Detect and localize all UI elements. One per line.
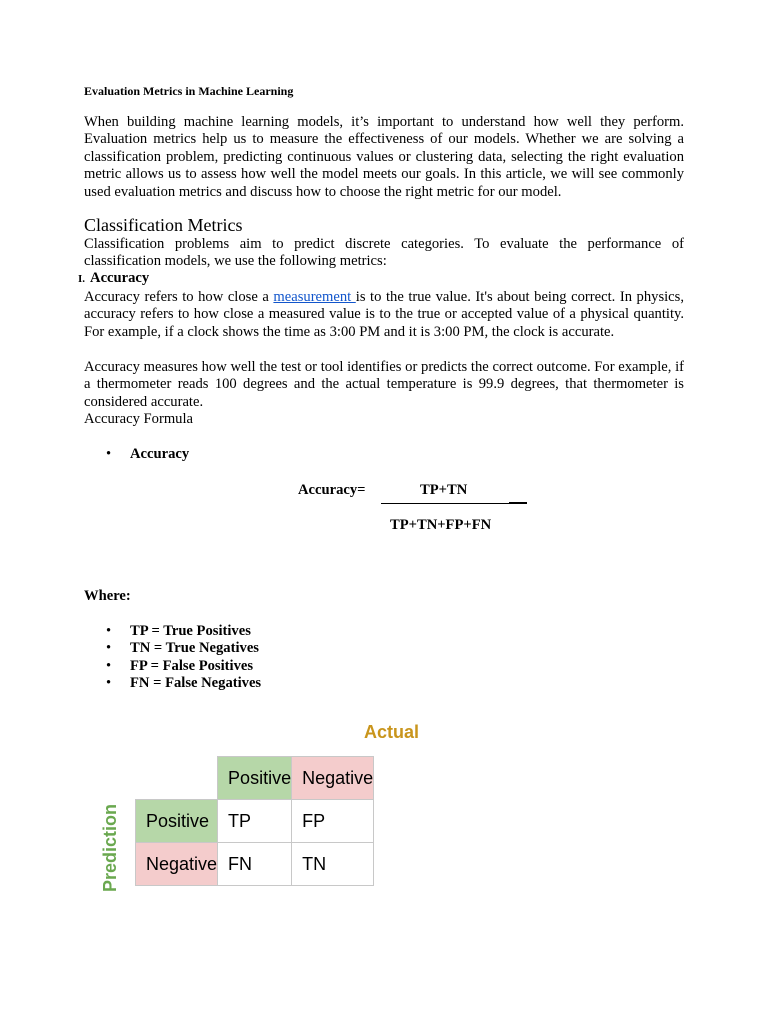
prediction-axis-label: Prediction <box>100 803 120 892</box>
accuracy-heading-text: Accuracy <box>90 270 150 286</box>
accuracy-paragraph-1 <box>84 289 684 341</box>
table-row <box>136 757 374 800</box>
bullet-icon: • <box>106 623 112 639</box>
empty-corner-cell <box>136 757 218 800</box>
formula-lhs: Accuracy= <box>298 482 366 498</box>
confusion-matrix-table <box>135 756 374 886</box>
formula-bullet-text: Accuracy <box>130 446 190 462</box>
roman-numeral: I. <box>78 273 86 285</box>
bullet-icon: • <box>106 640 112 657</box>
column-header-positive: Positive <box>218 757 292 800</box>
actual-axis-label: Actual <box>364 722 420 742</box>
document-title: Evaluation Metrics in Machine Learning <box>84 84 294 98</box>
accuracy-paragraph-2: Accuracy measures how well the test or tool identifies or predicts the correct outcome. For example, if a thermometer reads 100 degrees and the actual temperature is 99.9 degrees, that thermometer is considered accurate. <box>84 359 684 410</box>
table-row <box>136 800 374 843</box>
cell-fp: FP <box>292 800 374 843</box>
bullet-icon: • <box>106 657 112 674</box>
definitions-list <box>84 623 261 693</box>
cell-tp: TP <box>218 800 292 843</box>
cell-tn: TN <box>292 843 374 886</box>
formula-label: Accuracy Formula <box>84 411 194 427</box>
classification-intro: Classification problems aim to predict discrete categories. To evaluate the performance of classification models, we use the following metrics: <box>84 236 684 270</box>
row-header-positive: Positive <box>136 800 218 843</box>
list-item: • TP = True Positives <box>106 623 251 639</box>
list-item: • FN = False Negatives <box>106 675 262 692</box>
bullet-icon: • <box>106 675 112 692</box>
bullet-icon: • <box>106 446 112 462</box>
section-heading: Classification Metrics <box>84 215 243 235</box>
list-item: • TN = True Negatives <box>106 640 259 657</box>
formula-bullet-list <box>84 446 189 463</box>
intro-paragraph: When building machine learning models, it’s important to understand how well they perform. Evaluation metrics help us to measure the effectiveness of our models. Whether we are solving a classification problem, predicting continuous values or clustering data, selecting the right evaluation metric allows us to assess how well the model meets our goals. In this article, we will see commonly used evaluation metrics and discuss how to choose the right metric for our model. <box>84 114 684 200</box>
list-item <box>84 446 189 463</box>
accuracy-text-before-link: Accuracy refers to how close a <box>84 289 274 305</box>
column-header-negative: Negative <box>292 757 374 800</box>
list-item: • FP = False Positives <box>106 657 254 674</box>
row-header-negative: Negative <box>136 843 218 886</box>
fraction-line-tail <box>509 502 527 504</box>
accuracy-heading <box>78 270 150 287</box>
table-row <box>136 843 374 886</box>
measurement-link[interactable]: measurement <box>273 289 356 305</box>
formula-denominator: TP+TN+FP+FN <box>390 517 492 533</box>
fraction-line <box>381 503 527 504</box>
formula-numerator: TP+TN <box>420 482 468 498</box>
where-label: Where: <box>84 588 131 604</box>
cell-fn: FN <box>218 843 292 886</box>
accuracy-text-after-link: is to the true value. It's about being correct. In physics, accuracy refers to how close a measured value is to the true or accepted value of a physical quantity. For example, if a clock shows the time as 3:00 PM and it is 3:00 PM, the clock is accurate. <box>84 289 684 340</box>
